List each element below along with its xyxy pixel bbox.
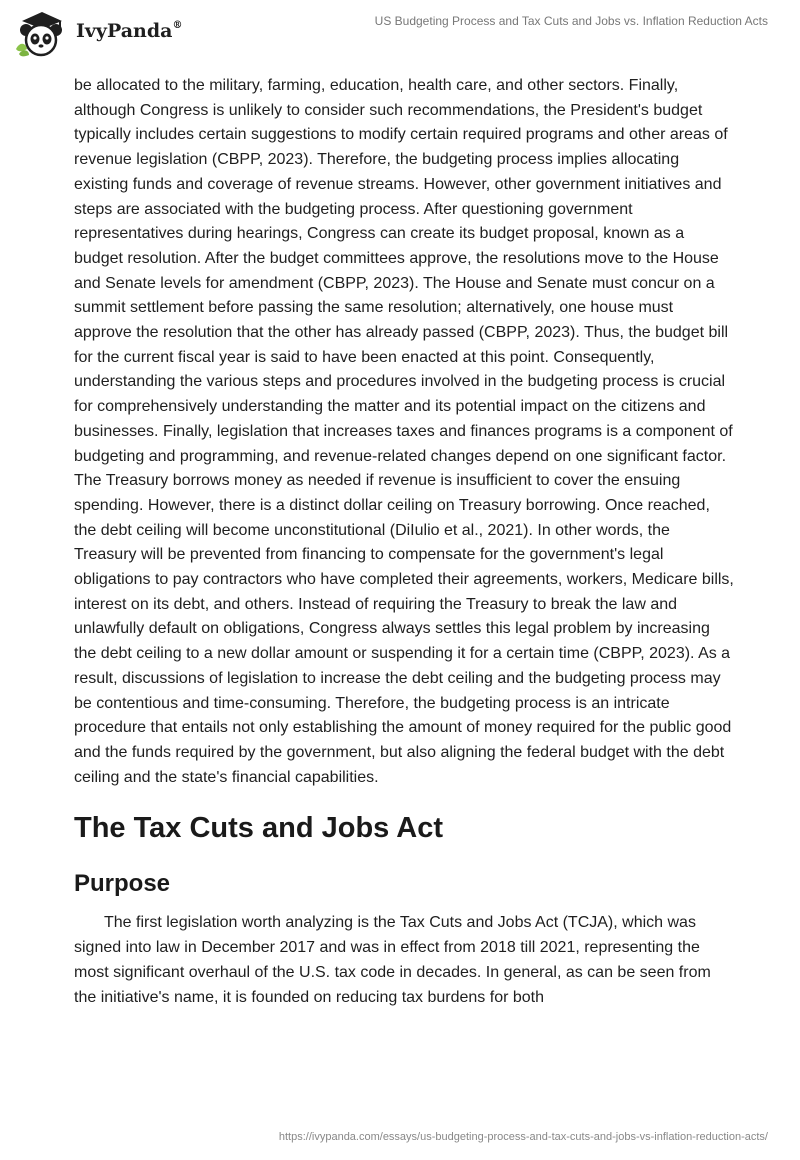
essay-content [74, 74, 734, 1010]
panda-graduate-logo-icon [14, 8, 70, 58]
page-header [0, 0, 800, 64]
source-url[interactable]: https://ivypanda.com/essays/us-budgeting-process-and-tax-cuts-and-jobs-vs-inflation-reduction-acts/ [278, 1131, 768, 1143]
body-paragraph: be allocated to the military, farming, education, health care, and other sectors. Finally, although Congress is unlikely to consider such recommendations, the President's budget typically includes certain suggestions to modify certain required programs and other areas of revenue legislation (CBPP, 2023). Therefore, the budgeting process implies allocating existing funds and coverage of revenue streams. However, other government initiatives and steps are associated with the budgeting process. After questioning government representatives during hearings, Congress can create its budget proposal, known as a budget resolution. After the budget committees approve, the resolutions move to the House and Senate levels for amendment (CBPP, 2023). The House and Senate must concur on a summit settlement before passing the same resolution; alternatively, one house must approve the resolution that the other has already passed (CBPP, 2023). Thus, the budget bill for the current fiscal year is said to have been enacted at this point. Consequently, understanding the various steps and procedures involved in the budgeting process is crucial for comprehensively understanding the matter and its potential impact on the citizens and businesses. Finally, legislation that increases taxes and finances programs is a component of budgeting and programming, and revenue-related changes depend on one significant factor. The Treasury borrows money as needed if revenue is insufficient to cover the ensuing spending. However, there is a distinct dollar ceiling on Treasury borrowing. Once reached, the debt ceiling will become unconstitutional (DiIulio et al., 2021). In other words, the Treasury will be prevented from financing to compensate for the government's legal obligations to pay contractors who have completed their agreements, workers, Medicare bills, interest on its debt, and others. Instead of requiring the Treasury to break the law and unlawfully default on obligations, Congress always settles this legal problem by increasing the debt ceiling to a new dollar amount or suspending it for a certain time (CBPP, 2023). As a result, discussions of legislation to increase the debt ceiling and the budgeting process may be contentious and time-consuming. Therefore, the budgeting process is an intricate procedure that entails not only establishing the amount of money required for the public good and the funds required by the government, but also aligning the federal budget with the debt ceiling and the state's financial capabilities. [74, 77, 734, 786]
registered-mark: ® [172, 19, 183, 31]
subsection-heading: Purpose [74, 870, 171, 898]
document-title: US Budgeting Process and Tax Cuts and Jobs vs. Inflation Reduction Acts [374, 14, 768, 28]
ivypanda-logo[interactable] [14, 8, 224, 58]
section-heading: The Tax Cuts and Jobs Act [74, 812, 443, 845]
body-paragraph: The first legislation worth analyzing is the Tax Cuts and Jobs Act (TCJA), which was signed into law in December 2017 and was in effect from 2018 till 2021, representing the most significant overhaul of the U.S. tax code in decades. In general, as can be seen from the initiative's name, it is founded on reducing tax burdens for both [74, 914, 711, 1006]
brand-name: IvyPanda® [76, 19, 183, 42]
